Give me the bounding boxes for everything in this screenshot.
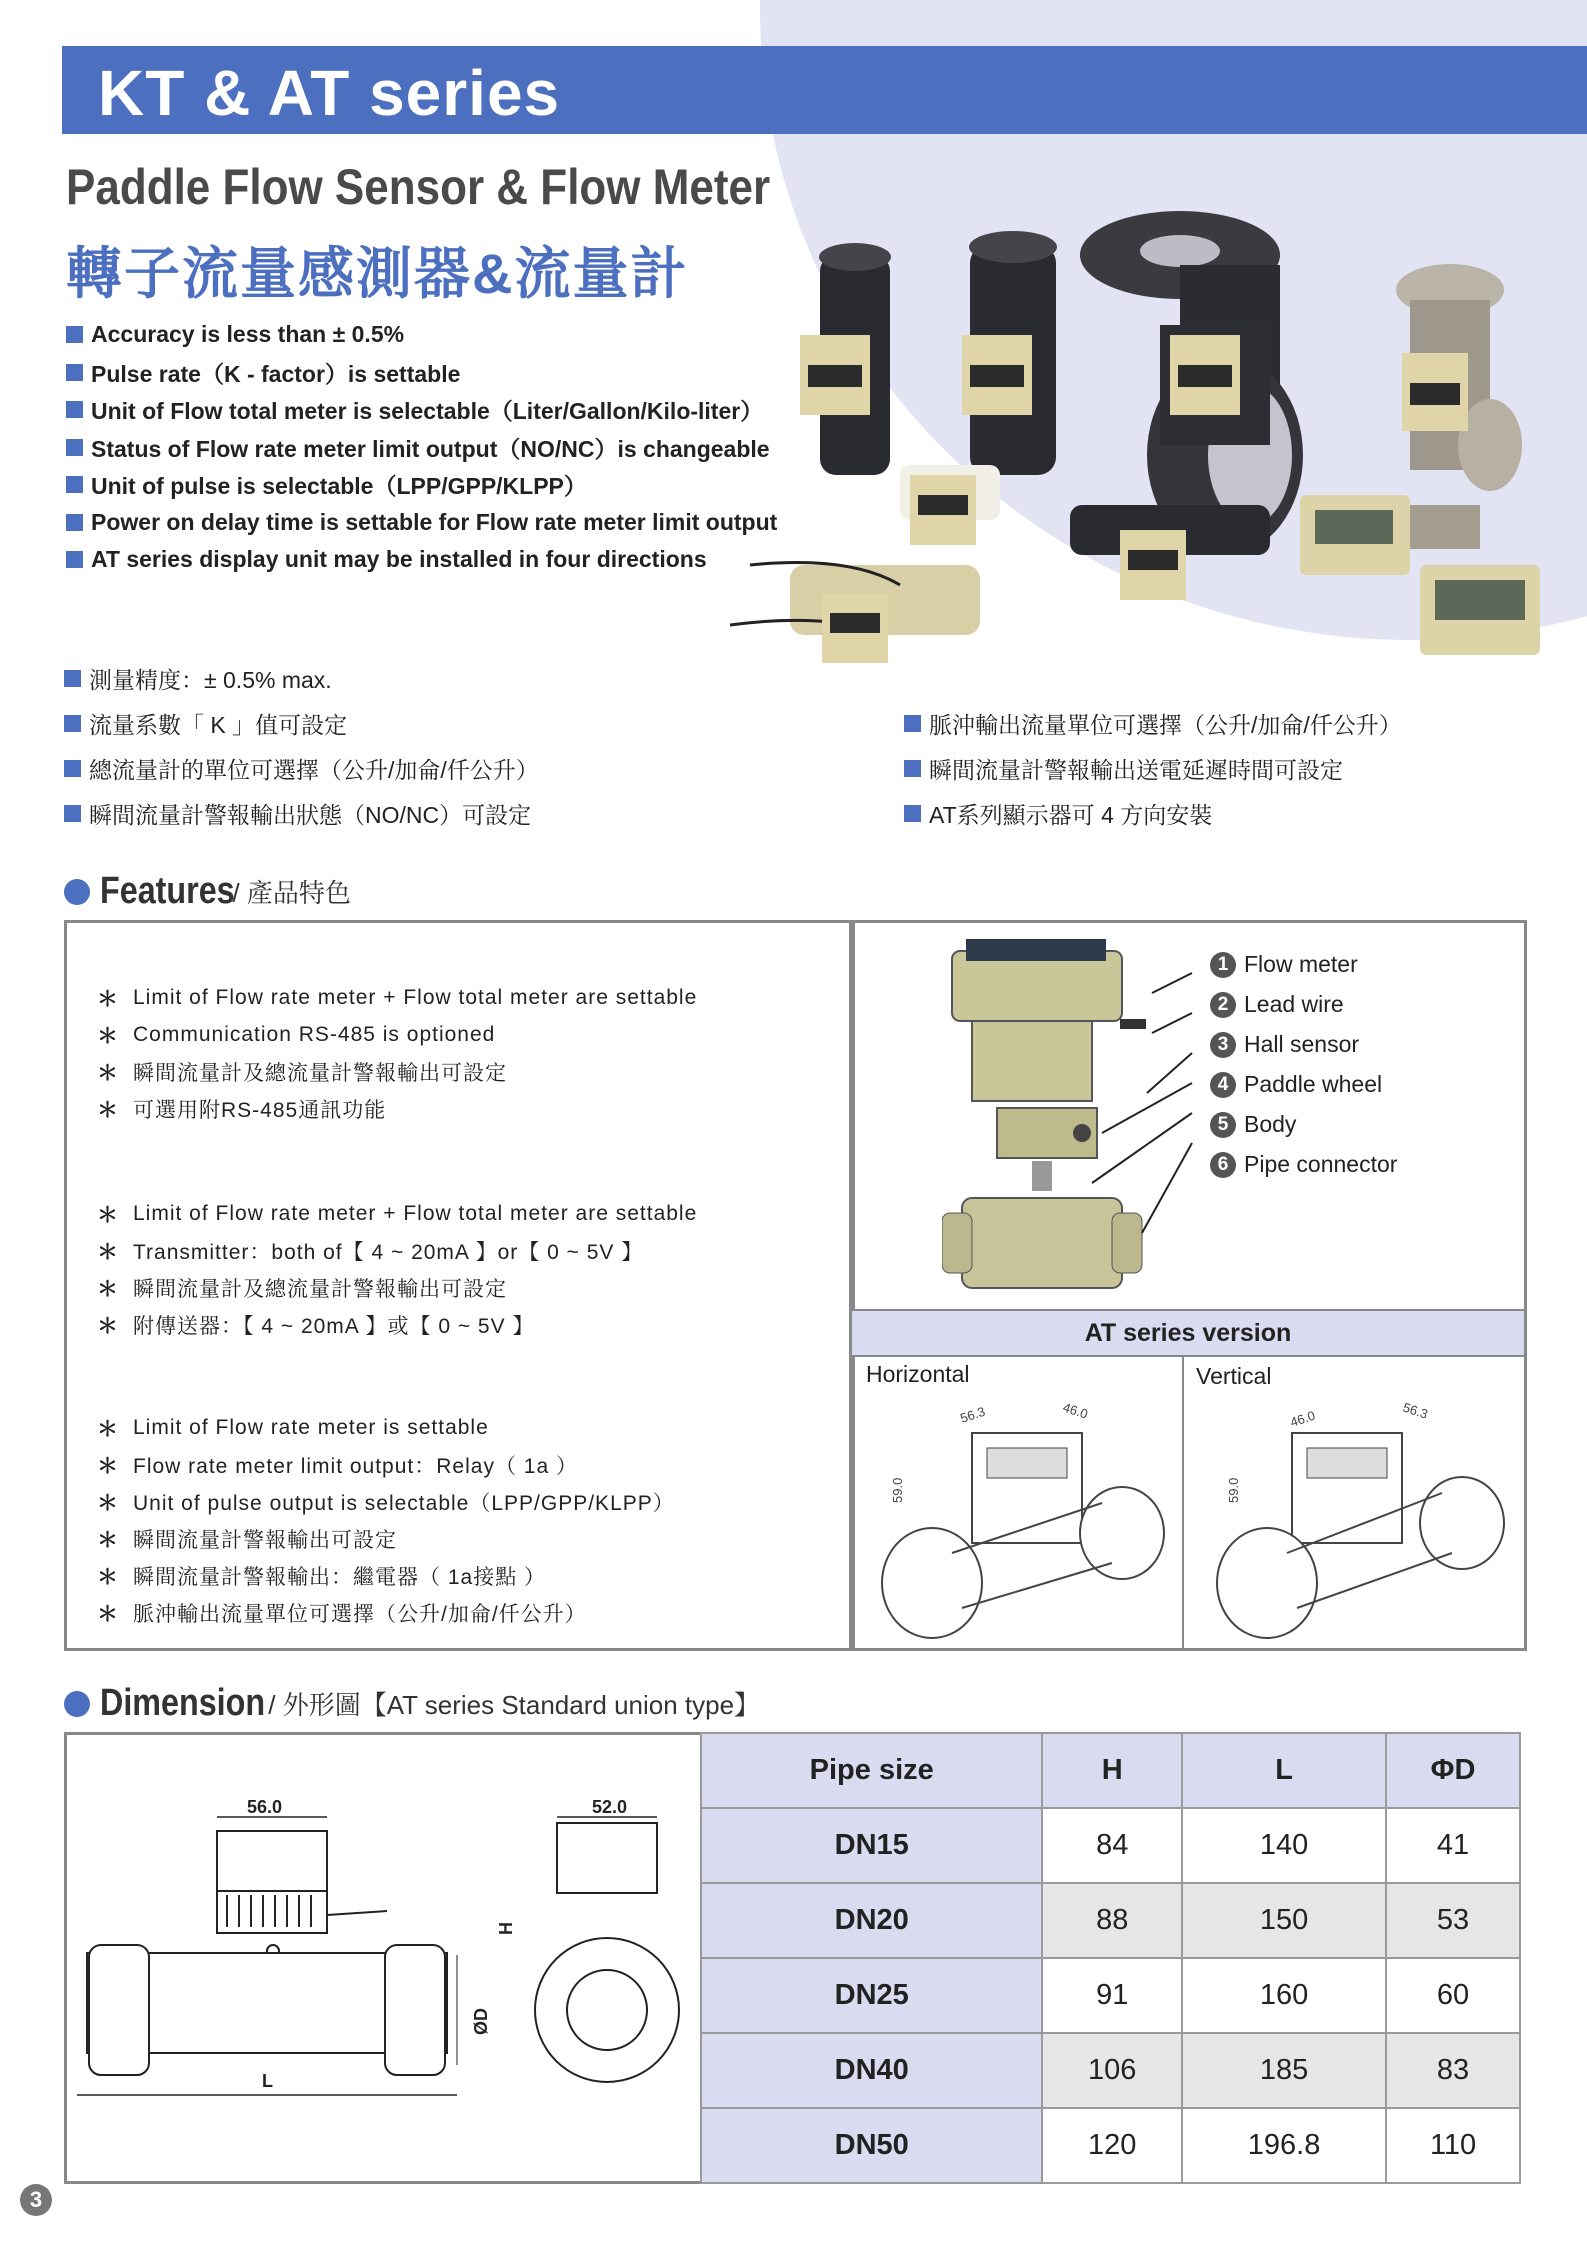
dimension-drawing bbox=[67, 1735, 703, 2181]
col-header: L bbox=[1182, 1733, 1386, 1808]
spec-item-zh: 脈沖輸出流量單位可選擇（公升/加侖/仟公升） bbox=[904, 701, 1402, 746]
part-label: 4 Paddle wheel bbox=[1210, 1071, 1382, 1098]
table-row: DN25 91 160 60 bbox=[701, 1958, 1520, 2033]
bullet-square-icon bbox=[64, 805, 81, 822]
spec-item: Unit of pulse is selectable（LPP/GPP/KLPP） bbox=[66, 466, 826, 504]
dimension-heading: Dimension / 外形圖【AT series Standard union type】 bbox=[64, 1682, 760, 1725]
col-header: H bbox=[1042, 1733, 1182, 1808]
dimension-drawing-box bbox=[64, 1732, 706, 2184]
exploded-view-box bbox=[849, 920, 1527, 1651]
page-number: 3 bbox=[20, 2184, 52, 2216]
spec-item-zh: AT系列顯示器可 4 方向安裝 bbox=[904, 791, 1402, 836]
bullet-square-icon bbox=[66, 364, 83, 381]
spec-item-zh: 瞬間流量計警報輸出狀態（NO/NC）可設定 bbox=[64, 791, 539, 836]
feature-line: ＊ 可選用附RS-485通訊功能 bbox=[97, 1098, 387, 1122]
part-label: 5 Body bbox=[1210, 1111, 1296, 1138]
spec-item: Status of Flow rate meter limit output（NO/NC）is changeable bbox=[66, 429, 826, 467]
section-dot-icon bbox=[64, 879, 90, 905]
feature-line: ＊ 瞬間流量計及總流量計警報輸出可設定 bbox=[97, 1061, 507, 1085]
svg-text:59.0: 59.0 bbox=[1226, 1477, 1241, 1503]
bullet-square-icon bbox=[904, 715, 921, 732]
vertical-label: Vertical bbox=[1196, 1363, 1272, 1389]
feature-line: ＊ 瞬間流量計警報輸出：繼電器（ 1a接點 ） bbox=[97, 1565, 547, 1589]
feature-line: ＊ Transmitter：both of【 4 ~ 20mA 】or【 0 ~ 5V 】 bbox=[97, 1240, 644, 1264]
feature-line: ＊ Limit of Flow rate meter is settable bbox=[97, 1415, 489, 1441]
lcd-meter-2 bbox=[1420, 565, 1540, 655]
lcd-meter-1 bbox=[1300, 495, 1480, 575]
part-label: 3 Hall sensor bbox=[1210, 1031, 1359, 1058]
bullet-square-icon bbox=[64, 670, 81, 687]
spec-item-zh: 測量精度：± 0.5% max. bbox=[64, 656, 539, 701]
bullet-square-icon bbox=[66, 551, 83, 568]
bullet-square-icon bbox=[66, 401, 83, 418]
table-row: DN15 84 140 41 bbox=[701, 1808, 1520, 1883]
feature-line: ＊ Limit of Flow rate meter + Flow total meter are settable bbox=[97, 985, 698, 1011]
vertical-drawing bbox=[1192, 1393, 1512, 1643]
svg-text:59.0: 59.0 bbox=[890, 1477, 905, 1503]
table-row: DN40 106 185 83 bbox=[701, 2033, 1520, 2108]
feature-group-3 bbox=[97, 1409, 675, 1631]
feature-group-2 bbox=[97, 1195, 697, 1343]
part-label: 2 Lead wire bbox=[1210, 991, 1344, 1018]
feature-line: ＊ Communication RS-485 is optioned bbox=[97, 1022, 496, 1048]
feature-line: ＊ 瞬間流量計及總流量計警報輸出可設定 bbox=[97, 1277, 507, 1301]
spec-item: Power on delay time is settable for Flow rate meter limit output bbox=[66, 504, 826, 542]
exploded-view-drawing bbox=[942, 933, 1202, 1303]
svg-text:56.3: 56.3 bbox=[1401, 1399, 1430, 1422]
spec-item: AT series display unit may be installed in four directions bbox=[66, 541, 826, 579]
feature-group-1 bbox=[97, 979, 697, 1127]
bullet-square-icon bbox=[64, 715, 81, 732]
features-heading: Features / 產品特色 bbox=[64, 870, 351, 913]
spec-list-zh-left bbox=[64, 656, 539, 836]
svg-text:ØD: ØD bbox=[471, 2008, 491, 2035]
part-label: 1 Flow meter bbox=[1210, 951, 1358, 978]
svg-text:56.3: 56.3 bbox=[958, 1403, 988, 1426]
features-list-box bbox=[64, 920, 855, 1651]
bullet-square-icon bbox=[66, 514, 83, 531]
feature-line: ＊ 附傳送器：【 4 ~ 20mA 】或【 0 ~ 5V 】 bbox=[97, 1314, 535, 1338]
bullet-square-icon bbox=[66, 326, 83, 343]
page-title: KT & AT series bbox=[98, 57, 561, 129]
spec-list-en bbox=[66, 316, 826, 579]
col-header: Pipe size bbox=[701, 1733, 1042, 1808]
section-dot-icon bbox=[64, 1691, 90, 1717]
part-label: 6 Pipe connector bbox=[1210, 1151, 1397, 1178]
title-banner bbox=[62, 46, 1587, 134]
table-header-row bbox=[701, 1733, 1520, 1808]
product-photo bbox=[730, 205, 1560, 675]
bullet-square-icon bbox=[66, 439, 83, 456]
svg-text:52.0: 52.0 bbox=[592, 1797, 628, 1817]
bullet-square-icon bbox=[904, 760, 921, 777]
subtitle-zh: 轉子流量感測器&流量計 bbox=[66, 242, 689, 305]
feature-line: ＊ 脈沖輸出流量單位可選擇（公升/加侖/仟公升） bbox=[97, 1602, 587, 1626]
svg-text:46.0: 46.0 bbox=[1288, 1407, 1318, 1430]
svg-text:56.0: 56.0 bbox=[247, 1797, 283, 1817]
svg-text:46.0: 46.0 bbox=[1061, 1399, 1090, 1422]
table-row: DN20 88 150 53 bbox=[701, 1883, 1520, 1958]
feature-line: ＊ 瞬間流量計警報輸出可設定 bbox=[97, 1528, 397, 1552]
feature-line: ＊ Flow rate meter limit output：Relay（ 1a ） bbox=[97, 1454, 578, 1478]
table-row: DN50 120 196.8 110 bbox=[701, 2108, 1520, 2183]
horizontal-label: Horizontal bbox=[866, 1361, 970, 1387]
feature-line: ＊ Unit of pulse output is selectable（LPP/GPP/KLPP） bbox=[97, 1491, 675, 1515]
dimension-table bbox=[700, 1732, 1521, 2184]
col-header: ΦD bbox=[1386, 1733, 1520, 1808]
bullet-square-icon bbox=[66, 476, 83, 493]
svg-text:L: L bbox=[262, 2071, 273, 2091]
svg-text:H: H bbox=[496, 1922, 516, 1935]
spec-item: Pulse rate（K - factor）is settable bbox=[66, 354, 826, 392]
bullet-square-icon bbox=[904, 805, 921, 822]
spec-list-zh-right bbox=[904, 701, 1402, 836]
divider bbox=[1182, 1355, 1184, 1648]
horizontal-drawing bbox=[862, 1393, 1172, 1643]
spec-item: Accuracy is less than ± 0.5% bbox=[66, 316, 826, 354]
spec-item: Unit of Flow total meter is selectable（Liter/Gallon/Kilo-liter） bbox=[66, 391, 826, 429]
at-version-bar: AT series version bbox=[852, 1309, 1524, 1357]
subtitle-en: Paddle Flow Sensor & Flow Meter bbox=[66, 159, 771, 215]
spec-item-zh: 流量系數「 K 」值可設定 bbox=[64, 701, 539, 746]
spec-item-zh: 總流量計的單位可選擇（公升/加侖/仟公升） bbox=[64, 746, 539, 791]
feature-line: ＊ Limit of Flow rate meter + Flow total meter are settable bbox=[97, 1201, 698, 1227]
bullet-square-icon bbox=[64, 760, 81, 777]
spec-item-zh: 瞬間流量計警報輸出送電延遲時間可設定 bbox=[904, 746, 1402, 791]
